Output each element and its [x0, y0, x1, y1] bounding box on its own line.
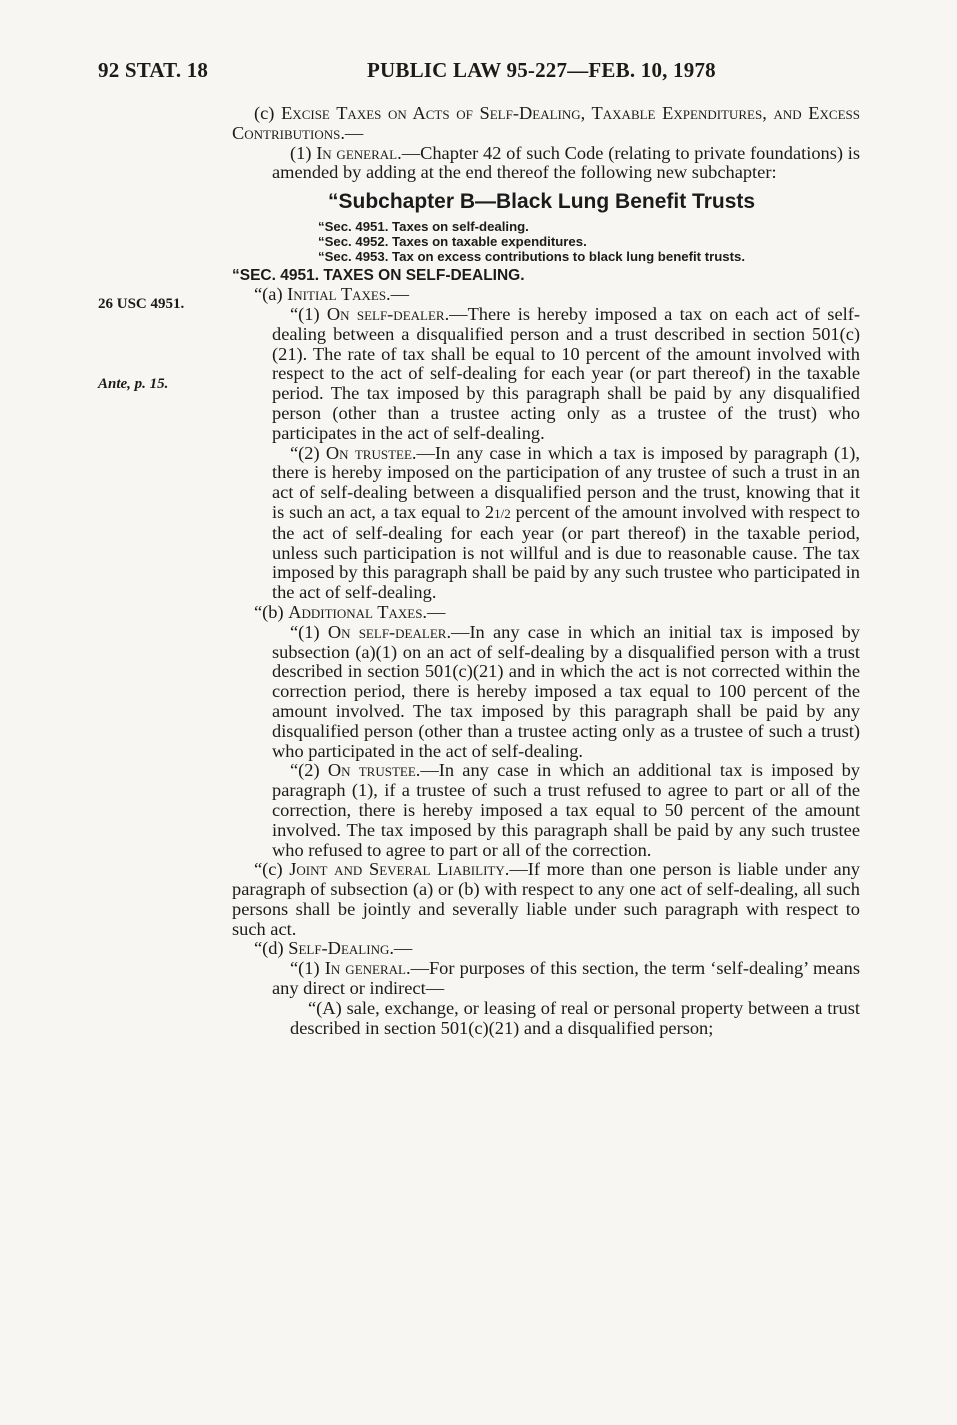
paragraph-d1 — [232, 959, 860, 999]
paragraph-b1 — [232, 623, 860, 762]
document-body — [232, 104, 860, 1038]
paragraph-text: —There is hereby imposed a tax on each act of self-dealing between a disqualified person and a trust described in section 501(c)(21). The rate of tax shall be equal to 10 percent of the amount involved with respect to the act of self-dealing for each year (or part thereof) in the taxable period. The tax imposed by this paragraph shall be paid by any disqualified person (other than a trustee acting only as a trustee of the trust) who participates in the act of self-dealing. — [272, 303, 860, 443]
subsection-d-heading — [232, 939, 860, 959]
paragraph-c-joint-liability — [232, 860, 860, 939]
paragraph-label: “(b) — [254, 601, 289, 622]
running-header-title: PUBLIC LAW 95-227—FEB. 10, 1978 — [367, 58, 716, 82]
paragraph-label: (c) — [254, 103, 282, 123]
paragraph-heading: Joint and Several Liability. — [289, 859, 510, 880]
paragraph-dA: “(A) sale, exchange, or leasing of real or personal property between a trust described in section 501(c)(21) and a disqualified person; — [290, 997, 860, 1038]
paragraph-heading: On trustee. — [327, 760, 421, 781]
paragraph-text: —If more than one person is liable under any paragraph of subsection (a) or (b) with respect to any one act of self-dealing, all such persons shall be jointly and severally liable under such paragraph with respect to such act. — [232, 859, 860, 939]
paragraph-text: percent of the amount involved with respect to the act of self-dealing for each year (or part thereof) in the taxable period, unless such participation is not willful and is due to reasonable cause. The tax imposed by this paragraph shall be paid by any such trustee who participated in the act of self-dealing. — [272, 501, 861, 603]
paragraph-text: —In any case in which an additional tax is imposed by paragraph (1), if a trustee of such a trust refused to agree to part or all of the correction, there is hereby imposed a tax equal to 50 percent of the amount involved. The tax imposed by this paragraph shall be paid by any such trustee who refused to agree to part or all of the correction. — [272, 760, 861, 860]
paragraph-heading: In general. — [316, 142, 402, 163]
subsection-a-heading — [232, 285, 860, 305]
paragraph-heading: On self-dealer. — [327, 621, 452, 642]
paragraph-heading: On self-dealer. — [326, 303, 450, 324]
paragraph-label: “(c) — [254, 859, 290, 880]
paragraph-heading: Excise Taxes on Acts of Self-Dealing, Taxable Expenditures, and Excess Contributions.— — [232, 103, 860, 143]
paragraph-1-in-general — [232, 144, 860, 184]
toc-entry: “Sec. 4953. Tax on excess contributions to black lung benefit trusts. — [318, 249, 745, 265]
subsection-b-heading — [232, 603, 860, 623]
paragraph-heading: In general. — [324, 958, 411, 979]
section-heading: “SEC. 4951. TAXES ON SELF-DEALING. — [232, 267, 525, 285]
paragraph-text: —In any case in which an initial tax is imposed by subsection (a)(1) on an act of self-dealing by a disqualified person with a trust described in section 501(c)(21) and in which the act is not corrected within the correction period, there is hereby imposed a tax equal to 100 percent of the amount involved. The tax imposed by this paragraph shall be paid by any disqualified person (other than a trustee acting only as a trustee of such a trust) who participated in the act of self-dealing. — [272, 621, 860, 761]
paragraph-heading: Initial Taxes.— — [287, 284, 410, 305]
paragraph-c-heading — [232, 104, 860, 144]
paragraph-text: —In any case in which a tax is imposed by paragraph (1), there is hereby imposed on the participation of any trustee of such a trust in an act of self-dealing between a disqualified person and the trust, knowing that it is such an act, a tax equal to 2 — [272, 442, 860, 522]
paragraph-label: “(d) — [254, 938, 289, 959]
paragraph-label: “(2) — [290, 442, 326, 463]
paragraph-label: (1) — [290, 142, 317, 163]
fraction: 1/2 — [494, 505, 511, 521]
paragraph-b2 — [232, 761, 860, 860]
paragraph-label: “(a) — [254, 284, 288, 305]
paragraph-a1 — [232, 305, 860, 444]
subchapter-title: “Subchapter B—Black Lung Benefit Trusts — [328, 190, 756, 214]
paragraph-text: —Chapter 42 of such Code (relating to private foundations) is amended by adding at the end thereof the following new subchapter: — [272, 142, 860, 183]
paragraph-a2 — [232, 444, 860, 603]
toc-entry: “Sec. 4951. Taxes on self-dealing. — [318, 219, 529, 235]
paragraph-heading: Additional Taxes.— — [288, 601, 446, 622]
paragraph-label: “(2) — [290, 760, 328, 781]
stat-page-number: 92 STAT. 18 — [98, 58, 209, 82]
margin-note-ante: Ante, p. 15. — [98, 376, 169, 392]
paragraph-text: —For purposes of this section, the term ‘self-dealing’ means any direct or indirect— — [272, 958, 860, 999]
paragraph-label: “(1) — [290, 621, 328, 642]
paragraph-heading: On trustee. — [325, 442, 417, 463]
paragraph-label: “(1) — [290, 303, 327, 324]
toc-entry: “Sec. 4952. Taxes on taxable expenditures. — [318, 234, 587, 250]
margin-note-usc: 26 USC 4951. — [98, 296, 185, 312]
paragraph-heading: Self-Dealing.— — [288, 938, 413, 959]
paragraph-label: “(1) — [290, 958, 325, 979]
